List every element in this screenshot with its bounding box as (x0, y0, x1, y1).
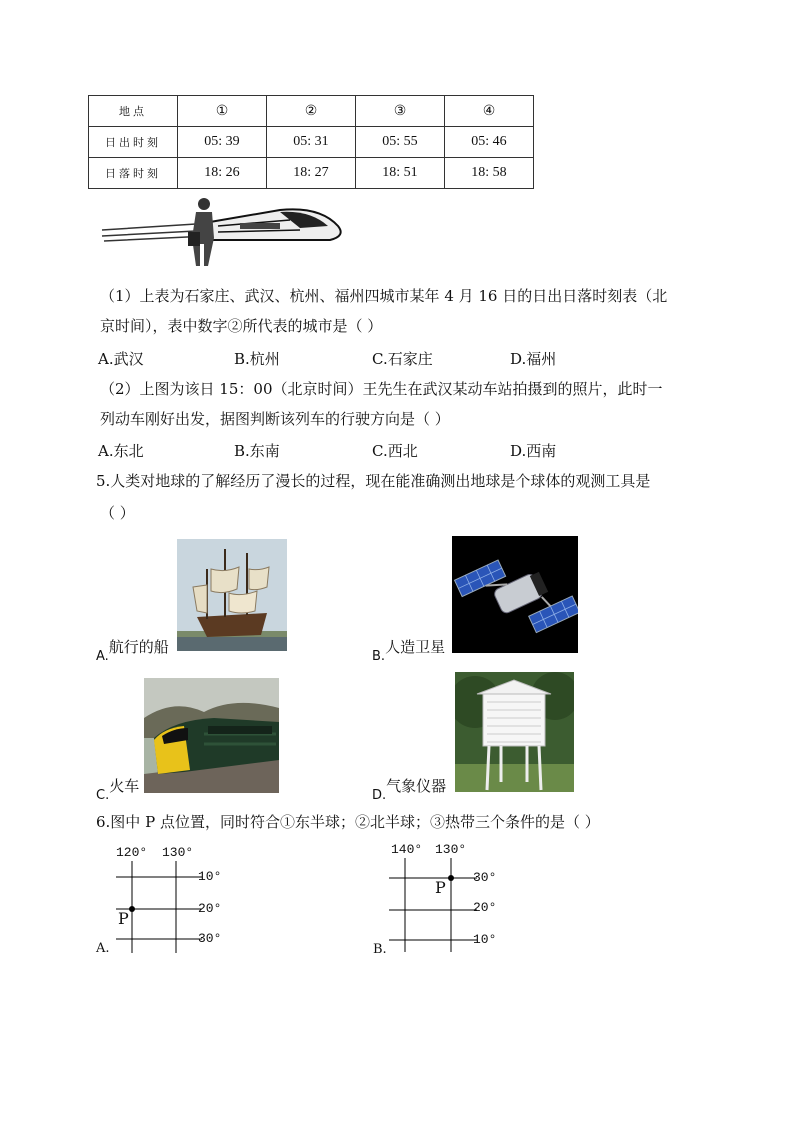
q4-1-option-a[interactable]: A.武汉 (98, 350, 144, 368)
table-cell: 18: 58 (445, 158, 534, 189)
lat-label: 10° (198, 869, 222, 884)
lon-label: 130° (435, 842, 467, 857)
train-sketch-image (100, 196, 350, 270)
question-4-2-text-line2: 列动车刚好出发，据图判断该列车的行驶方向是（ ） (100, 410, 450, 428)
q5-option-a[interactable] (96, 638, 169, 665)
q6-diagram-a[interactable] (94, 843, 264, 961)
lat-label: 30° (473, 870, 497, 885)
table-row (89, 127, 534, 158)
table-cell: 18: 27 (267, 158, 356, 189)
table-cell: 18: 51 (356, 158, 445, 189)
table-header-cell: ① (178, 96, 267, 127)
weather-station-photo[interactable] (455, 672, 574, 792)
table-header-cell: ③ (356, 96, 445, 127)
question-4-1-text-line1: （1）上表为石家庄、武汉、杭州、福州四城市某年 4 月 16 日的日出日落时刻表（北 (100, 287, 668, 305)
q4-2-option-d[interactable]: D.西南 (510, 442, 557, 460)
q5-option-d[interactable] (372, 777, 447, 804)
point-p-label: P (118, 909, 129, 928)
table-cell: 05: 46 (445, 127, 534, 158)
q5-option-c[interactable] (96, 777, 140, 804)
table-cell: 05: 39 (178, 127, 267, 158)
q6-option-b-letter: B. (373, 942, 387, 957)
lat-label: 20° (473, 900, 497, 915)
lat-label: 20° (198, 901, 222, 916)
lat-label: 30° (198, 931, 222, 946)
q5-option-b[interactable] (372, 638, 446, 665)
q6-option-a-letter: A. (96, 941, 110, 956)
option-label: 人造卫星 (385, 638, 446, 656)
option-letter: B. (372, 649, 386, 664)
q4-2-option-c[interactable]: C.西北 (372, 442, 418, 460)
question-4-1-text-line2: 京时间），表中数字②所代表的城市是（ ） (100, 317, 383, 335)
sunrise-sunset-table (88, 95, 534, 189)
question-5-text-line2: （ ） (100, 504, 135, 522)
question-6-text: 6.图中 P 点位置，同时符合①东半球；②北半球；③热带三个条件的是（ ） (96, 813, 600, 831)
table-header-cell: ② (267, 96, 356, 127)
option-label: 气象仪器 (386, 777, 447, 795)
table-header-row (89, 96, 534, 127)
question-4-2-text-line1: （2）上图为该日 15：00（北京时间）王先生在武汉某动车站拍摄到的照片，此时一 (100, 380, 663, 398)
lon-label: 140° (391, 842, 423, 857)
lon-label: 120° (116, 845, 148, 860)
table-header-cell: ④ (445, 96, 534, 127)
table-cell: 05: 31 (267, 127, 356, 158)
table-row (89, 158, 534, 189)
lon-label: 130° (162, 845, 194, 860)
table-row-label: 日落时刻 (89, 158, 178, 189)
satellite-photo[interactable] (452, 536, 578, 653)
lat-label: 10° (473, 932, 497, 947)
q4-1-option-c[interactable]: C.石家庄 (372, 350, 433, 368)
table-cell: 18: 26 (178, 158, 267, 189)
q4-1-option-d[interactable]: D.福州 (510, 350, 557, 368)
q6-diagram-b[interactable] (371, 840, 541, 958)
option-label: 火车 (109, 777, 140, 795)
option-letter: A. (96, 649, 109, 664)
sailing-ship-photo[interactable] (177, 539, 287, 651)
option-letter: D. (372, 788, 387, 803)
q4-2-option-b[interactable]: B.东南 (234, 442, 280, 460)
train-photo[interactable] (144, 678, 279, 793)
option-letter: C. (96, 788, 110, 803)
table-header-cell: 地点 (89, 96, 178, 127)
table-row-label: 日出时刻 (89, 127, 178, 158)
table-cell: 05: 55 (356, 127, 445, 158)
question-5-text-line1: 5.人类对地球的了解经历了漫长的过程，现在能准确测出地球是个球体的观测工具是 (96, 472, 651, 490)
q4-1-option-b[interactable]: B.杭州 (234, 350, 280, 368)
q4-2-option-a[interactable]: A.东北 (98, 442, 144, 460)
point-p-label: P (435, 878, 446, 897)
option-label: 航行的船 (108, 638, 169, 656)
